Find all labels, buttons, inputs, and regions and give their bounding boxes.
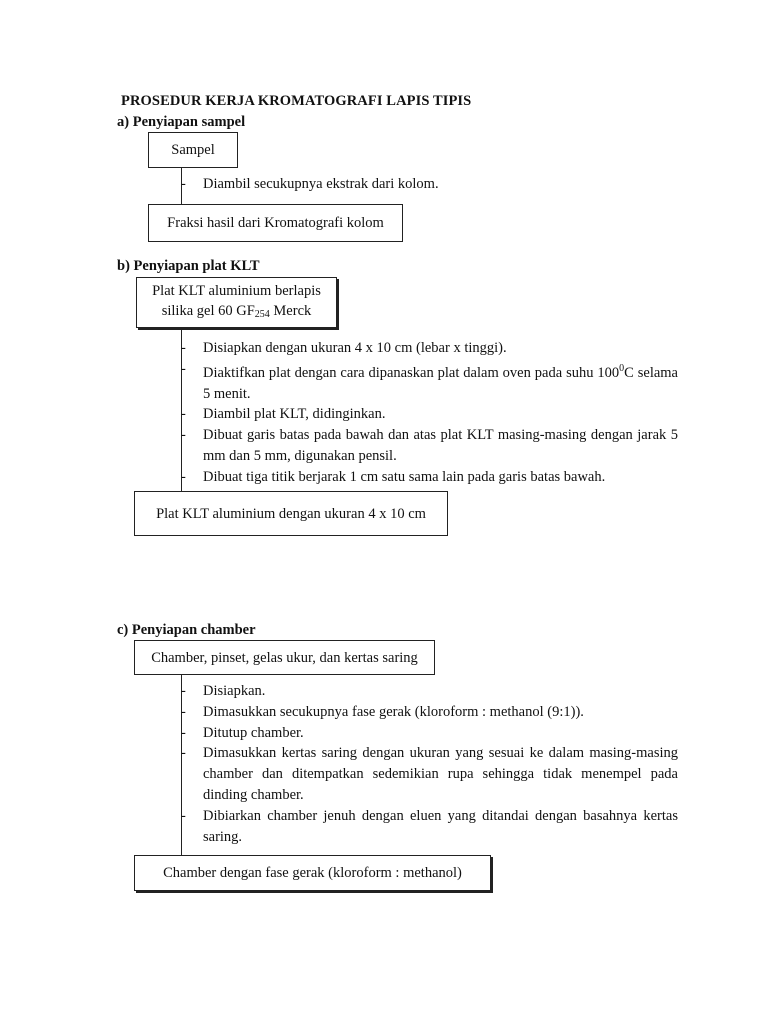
step-text: Disiapkan.	[203, 683, 266, 699]
step-text: Dibuat tiga titik berjarak 1 cm satu sama lain pada garis batas bawah.	[203, 468, 606, 485]
sampel-box-label: Sampel	[171, 142, 215, 158]
step-dash: -	[181, 406, 186, 423]
section-a-heading	[117, 114, 245, 131]
section-c-title: Penyiapan chamber	[131, 622, 256, 638]
step-item	[181, 702, 678, 723]
chamber-box-label: Chamber, pinset, gelas ukur, dan kertas saring	[151, 649, 418, 666]
step-text: Dimasukkan secukupnya fase gerak (kloroform : methanol (9:1)).	[203, 703, 584, 720]
step-dash: -	[181, 724, 186, 741]
step-text-post: C selama 5 menit.	[203, 364, 678, 402]
section-a-steps	[181, 174, 681, 195]
plat-klt-box-subscript: 254	[254, 308, 270, 320]
degree-superscript: 0	[619, 362, 625, 374]
step-dash: -	[181, 745, 186, 762]
step-text: Diambil secukupnya ekstrak dari kolom.	[203, 176, 439, 192]
step-item	[181, 743, 678, 805]
step-dash: -	[181, 703, 186, 720]
plat-klt-box-line2	[162, 301, 312, 325]
step-text: Diambil plat KLT, didinginkan.	[203, 406, 386, 423]
step-dash: -	[181, 340, 186, 356]
plat-klt-result-label: Plat KLT aluminium dengan ukuran 4 x 10 cm	[156, 505, 426, 522]
step-text: Dimasukkan kertas saring dengan ukuran yang sesuai ke dalam masing-masing chamber dan ditempatkan sedemikian rupa sehingga tidak menempel pada dinding chamber.	[203, 745, 678, 803]
step-text-pre: Diaktifkan plat dengan cara dipanaskan plat dalam oven pada suhu 100	[203, 364, 620, 381]
step-dash: -	[181, 683, 186, 699]
section-b-title: Penyiapan plat KLT	[133, 258, 260, 274]
step-item	[181, 425, 678, 467]
step-item	[181, 359, 678, 405]
chamber-result-box	[134, 855, 491, 891]
step-item	[181, 723, 678, 744]
plat-klt-box	[136, 277, 337, 328]
section-a-marker: a)	[117, 114, 130, 130]
step-text: Disiapkan dengan ukuran 4 x 10 cm (lebar x tinggi).	[203, 340, 507, 356]
step-text: Dibuat garis batas pada bawah dan atas plat KLT masing-masing dengan jarak 5 mm dan 5 mm, digunakan pensil.	[203, 427, 678, 464]
step-dash: -	[181, 807, 186, 824]
step-item	[181, 338, 678, 359]
step-item	[181, 174, 681, 195]
plat-klt-box-line1: Plat KLT aluminium berlapis	[152, 282, 321, 299]
step-dash: -	[181, 427, 186, 444]
step-dash: -	[181, 360, 186, 377]
plat-klt-box-line2-post: Merck	[269, 302, 312, 319]
section-c-steps	[181, 681, 678, 847]
section-b-marker: b)	[117, 258, 130, 274]
fraksi-box	[148, 204, 403, 242]
fraksi-box-label: Fraksi hasil dari Kromatografi kolom	[167, 215, 384, 231]
chamber-box	[134, 640, 435, 675]
section-b-heading	[117, 258, 260, 275]
step-item	[181, 404, 678, 425]
plat-klt-result-box	[134, 491, 448, 536]
step-dash: -	[181, 468, 186, 485]
step-item	[181, 681, 678, 702]
step-item	[181, 806, 678, 848]
step-dash: -	[181, 176, 186, 192]
sampel-box	[148, 132, 238, 168]
section-a-title: Penyiapan sampel	[132, 114, 246, 130]
section-c-marker: c)	[117, 622, 129, 638]
section-b-steps	[181, 338, 678, 488]
step-text: Ditutup chamber.	[203, 724, 304, 741]
page-title: PROSEDUR KERJA KROMATOGRAFI LAPIS TIPIS	[121, 93, 472, 109]
section-c-heading	[117, 622, 256, 639]
chamber-result-label: Chamber dengan fase gerak (kloroform : methanol)	[163, 865, 462, 881]
step-text: Dibiarkan chamber jenuh dengan eluen yang ditandai dengan basahnya kertas saring.	[203, 807, 678, 845]
step-item	[181, 467, 678, 488]
plat-klt-box-line2-pre: silika gel 60 GF	[161, 302, 255, 319]
